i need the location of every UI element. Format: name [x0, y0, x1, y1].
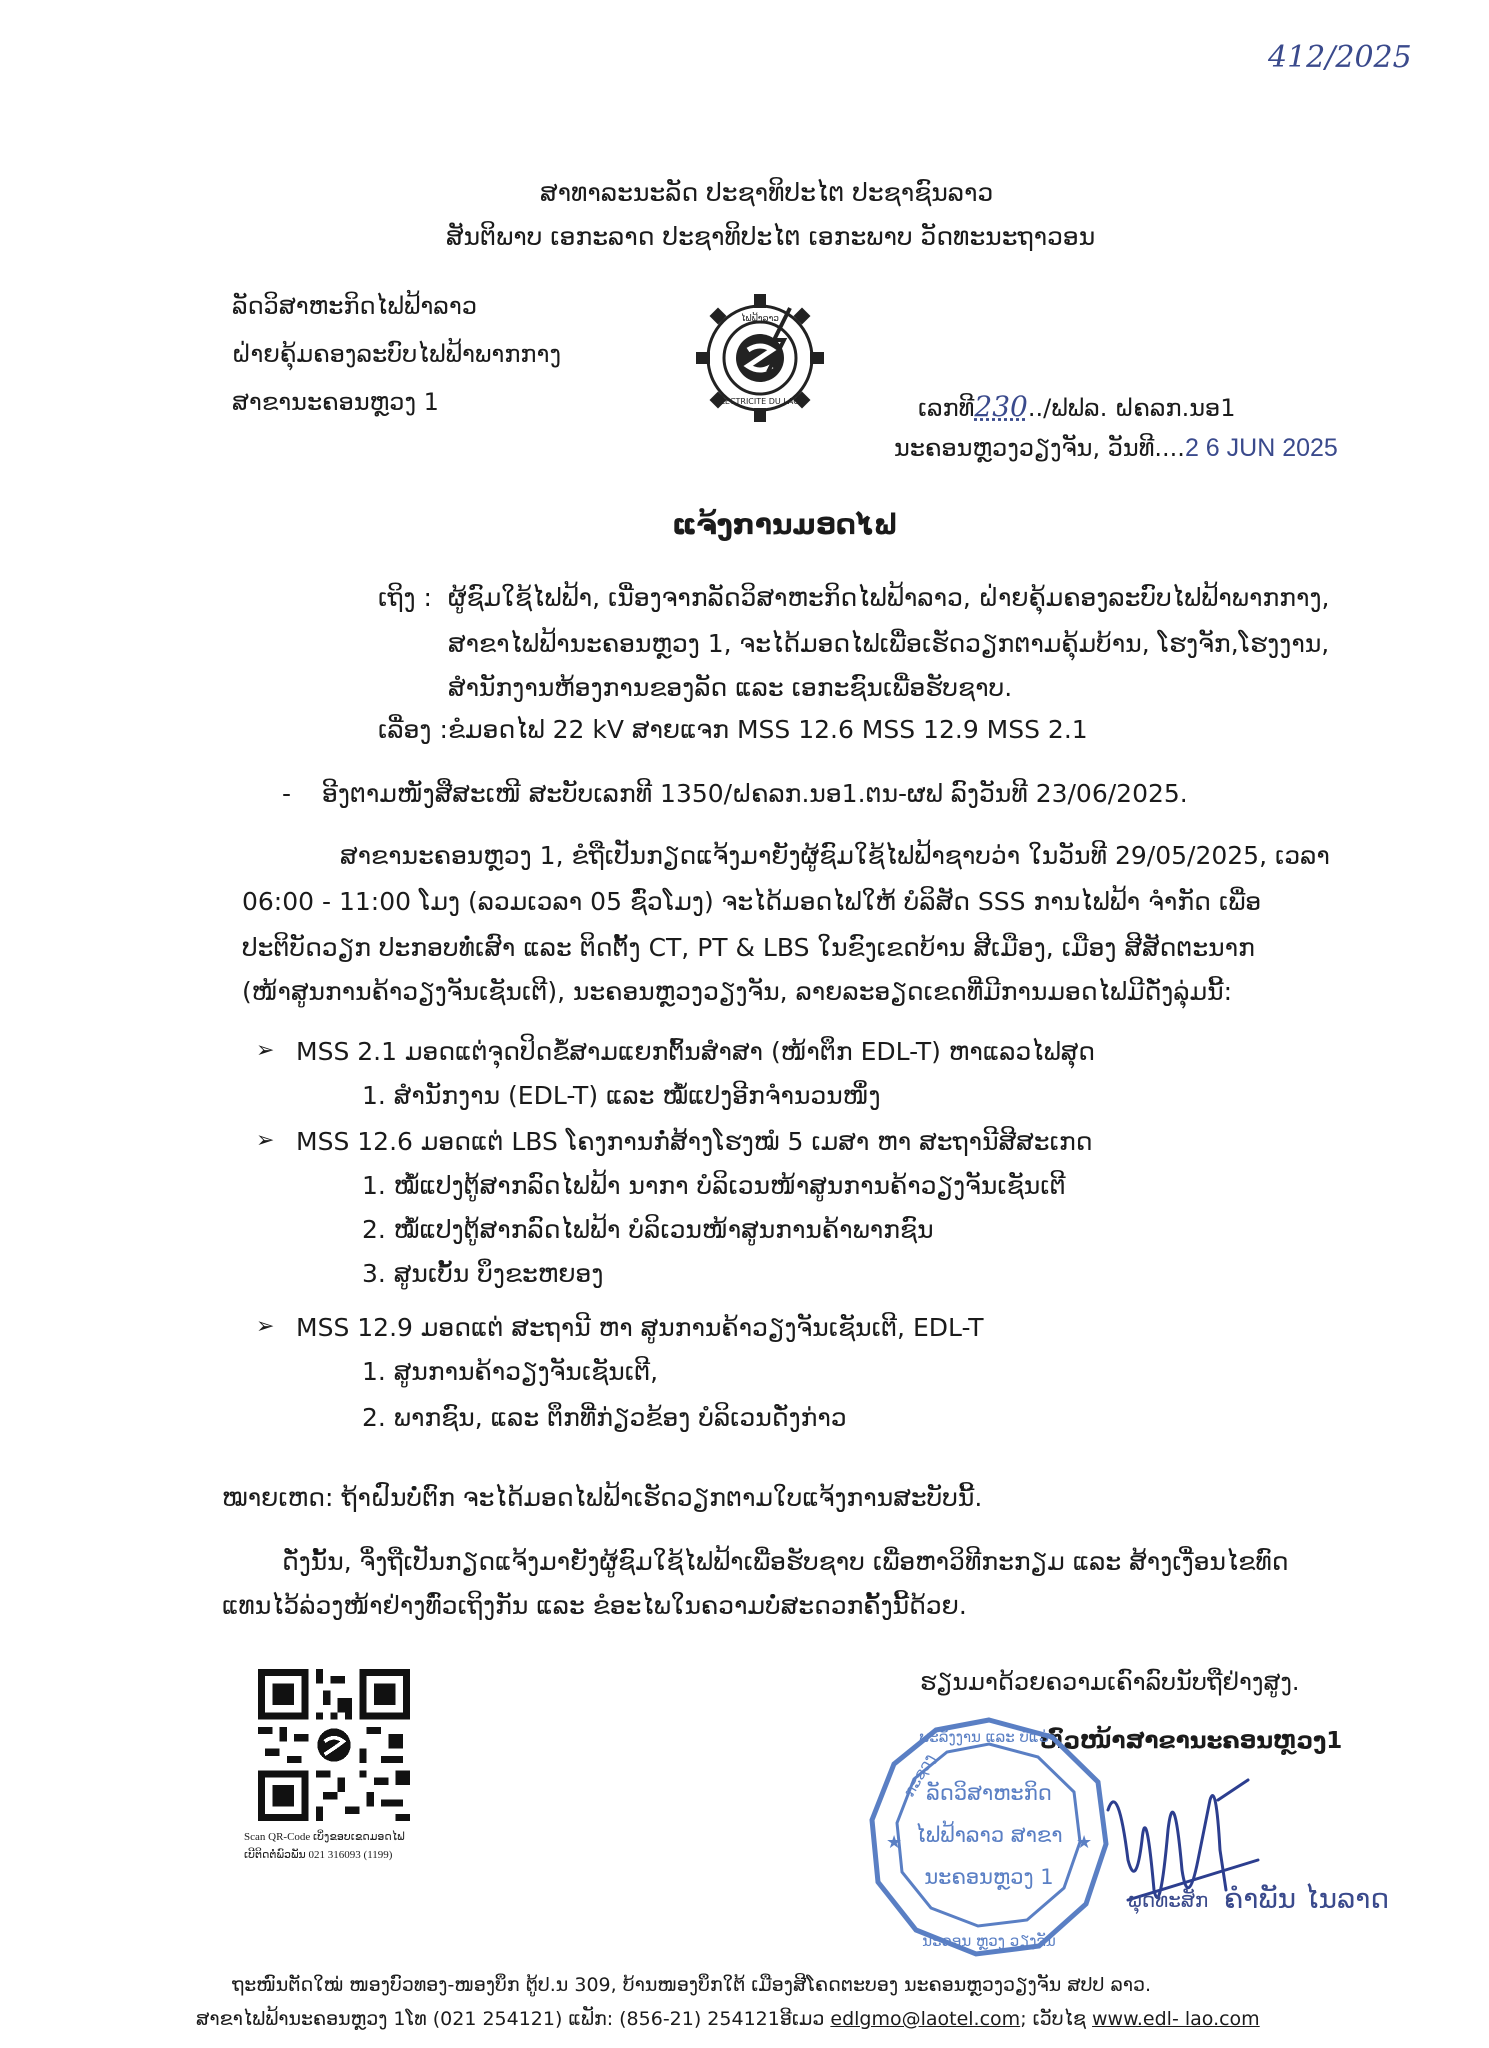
outage-heading-mss21: MSS 2.1 ມອດແຕ່ຈຸດປິດຂໍ້ສາມແຍກຕົ້ນສຳສາ (ໜ້າຕຶກ EDL-T) ຫາແລວໄຟສຸດ — [296, 1037, 1096, 1066]
subject-label: ເລື່ອງ : — [378, 715, 448, 744]
edl-logo — [690, 288, 830, 428]
signer-title: ຫົວໜ້າສາຂານະຄອນຫຼວງ1 — [1040, 1728, 1343, 1754]
to-line-1: ຜູ້ຊົມໃຊ້ໄຟຟ້າ, ເນື່ອງຈາກລັດວິສາຫະກິດໄຟຟ້າລາວ, ຝ່າຍຄຸ້ມຄອງລະບົບໄຟຟ້າພາກກາງ, — [448, 583, 1330, 612]
outage-item: 1. ສູນການຄ້າວຽງຈັນເຊັນເຕີ, — [362, 1357, 659, 1386]
footer-address: ຖະໜົນຕັດໃໝ່ ໜອງບົວທອງ-ໜອງບຶກ ຕູ້ປ.ນ 309, ບ້ານໜອງບຶກໃຕ້ ເມືອງສີໂຄດຕະບອງ ນະຄອນຫຼວງວຽງຈັນ ສປປ ລາວ. — [232, 1974, 1152, 1996]
to-line-2: ສາຂາໄຟຟ້ານະຄອນຫຼວງ 1, ຈະໄດ້ມອດໄຟເພື່ອເຮັດວຽກຕາມຄຸ້ມບ້ານ, ໂຮງຈັກ,ໂຮງງານ, — [448, 629, 1330, 658]
stamp-center-line3: ນະຄອນຫຼວງ 1 — [924, 1865, 1054, 1889]
place-date — [894, 434, 1338, 463]
stamp-ring-left: ກະຊວງ — [899, 1750, 939, 1800]
subject-text: ຂໍມອດໄຟ 22 kV ສາຍແຈກ MSS 12.6 MSS 12.9 MSS 2.1 — [448, 715, 1088, 744]
note: ໝາຍເຫດ: ຖ້າຝົນບໍ່ຕົກ ຈະໄດ້ມອດໄຟຟ້າເຮັດວຽກຕາມໃບແຈ້ງການສະບັບນີ້. — [222, 1483, 983, 1512]
reference-number-handwritten: 230 — [974, 390, 1028, 423]
org-name: ລັດວິສາຫະກິດໄຟຟ້າລາວ — [232, 292, 478, 320]
outage-heading-mss126: MSS 12.6 ມອດແຕ່ LBS ໂຄງການກໍ່ສ້າງໂຮງໝໍ 5 ເມສາ ຫາ ສະຖານີສີສະເກດ — [296, 1127, 1093, 1156]
outage-bullet: ➢ — [256, 1314, 275, 1339]
corner-handwritten-note: 412/2025 — [1268, 40, 1412, 75]
logo-top-text: ໄຟຟ້າລາວ — [740, 314, 780, 324]
reference-text: ອີງຕາມໜັງສືສະເໜີ ສະບັບເລກທີ 1350/ຝຄລກ.ນອ1.ຕນ-ຜຟ ລົງວັນທີ 23/06/2025. — [322, 779, 1188, 808]
outage-heading-mss129: MSS 12.9 ມອດແຕ່ ສະຖານີ ຫາ ສູນການຄ້າວຽງຈັນເຊັນເຕີ, EDL-T — [296, 1313, 984, 1342]
reference-dash: - — [282, 779, 292, 808]
signature — [1098, 1740, 1278, 1950]
footer-contact — [196, 2008, 1260, 2030]
stamp-star-icon: ★ — [1076, 1832, 1093, 1853]
reference-suffix: ../ຟຟລ. ຝຄລກ.ນອ1 — [1027, 394, 1236, 422]
intro-line-1: ສາຂານະຄອນຫຼວງ 1, ຂໍຖືເປັນກຽດແຈ້ງມາຍັງຜູ້ຊົມໃຊ້ໄຟຟ້າຊາບວ່າ ໃນວັນທີ 29/05/2025, ເວລາ — [340, 841, 1330, 870]
intro-line-2: 06:00 - 11:00 ໂມງ (ລວມເວລາ 05 ຊົ່ວໂມງ) ຈະໄດ້ມອດໄຟໃຫ້ ບໍລິສັດ SSS ການໄຟຟ້າ ຈຳກັດ ເພື່ອ — [242, 887, 1262, 916]
footer-website-link[interactable]: www.edl- lao.com — [1092, 2008, 1260, 2030]
outage-item: 2. ໝໍ້ແປງຕູ້ສາກລົດໄຟຟ້າ ບໍລິເວນໜ້າສູນການຄ້າພາກຊົນ — [362, 1215, 934, 1244]
intro-line-3: ປະຕິບັດວຽກ ປະກອບທໍ່ເສົາ ແລະ ຕິດຕັ້ງ CT, PT & LBS ໃນຂົງເຂດບ້ານ ສີເມືອງ, ເມືອງ ສີສັດຕະນາກ — [242, 933, 1255, 962]
logo-ring-text: ELECTRICITE DU LAOS — [715, 397, 805, 406]
intro-line-4: (ໜ້າສູນການຄ້າວຽງຈັນເຊັນເຕີ), ນະຄອນຫຼວງວຽງຈັນ, ລາຍລະອຽດເຂດທີ່ມີການມອດໄຟມີດັ່ງລຸ່ມນີ້: — [242, 977, 1233, 1006]
outage-bullet: ➢ — [256, 1128, 275, 1153]
qr-code[interactable] — [258, 1669, 410, 1821]
stamp-center-line1: ລັດວິສາຫະກິດ — [926, 1781, 1052, 1805]
place-date-label: ນະຄອນຫຼວງວຽງຈັນ, ວັນທີ.... — [894, 434, 1185, 462]
signer-name: ຄຳພັນ ໄນລາດ — [1224, 1882, 1390, 1915]
outage-item: 1. ສຳນັກງານ (EDL-T) ແລະ ໝໍ້ແປງອີກຈຳນວນໜຶ່ງ — [362, 1081, 881, 1110]
footer-phone-fax: ສາຂາໄຟຟ້ານະຄອນຫຼວງ 1ໂທ (021 254121) ແຟັກ: (856-21) 254121ອີເມວ — [196, 2008, 831, 2030]
stamp-ring-bottom: ນະຄອນ ຫຼວງ ວຽງຈັນ — [922, 1932, 1056, 1950]
official-stamp — [864, 1712, 1114, 1962]
to-line-3: ສຳນັກງານຫ້ອງການຂອງລັດ ແລະ ເອກະຊົນເພື່ອຮັບຊາບ. — [448, 673, 1013, 702]
greeting: ຮຽນມາດ້ວຍຄວາມເຄົາລົບນັບຖືຢ່າງສູງ. — [920, 1668, 1300, 1696]
footer-website-label: ; ເວັບໄຊ — [1020, 2008, 1093, 2030]
stamp-center-line2: ໄຟຟ້າລາວ ສາຂາ — [915, 1823, 1063, 1847]
to-label: ເຖິງ : — [378, 583, 432, 612]
org-branch: ສາຂານະຄອນຫຼວງ 1 — [232, 388, 439, 416]
stamp-ring-top: ພະລັງງານ ແລະ ບໍ່ແຮ່ — [918, 1728, 1050, 1746]
reference-number — [918, 390, 1235, 423]
footer-email-link[interactable]: edlgmo@laotel.com — [830, 2008, 1021, 2030]
stamp-star-icon: ★ — [886, 1832, 903, 1853]
signer-prefix: ພຸດທະສັກ — [1128, 1888, 1209, 1912]
closing-line-2: ແທນໄວ້ລ່ວງໜ້າຢ່າງທົ່ວເຖິງກັນ ແລະ ຂໍອະໄພໃນຄວາມບໍ່ສະດວກຄັ້ງນີ້ດ້ວຍ. — [222, 1591, 967, 1620]
outage-item: 1. ໝໍ້ແປງຕູ້ສາກລົດໄຟຟ້າ ນາກາ ບໍລິເວນໜ້າສູນການຄ້າວຽງຈັນເຊັນເຕີ — [362, 1171, 1066, 1200]
qr-caption-1: Scan QR-Code ເບິ່ງຂອບເຂດມອດໄຟ — [244, 1831, 405, 1843]
outage-item: 2. ພາກຊົນ, ແລະ ຕຶກທີ່ກ່ຽວຂ້ອງ ບໍລິເວນດັ່ງກ່າວ — [362, 1403, 847, 1432]
date-stamp: 2 6 JUN 2025 — [1184, 434, 1338, 462]
qr-caption-2: ເບີຕິດຕໍ່ພົວພັນ 021 316093 (1199) — [244, 1849, 393, 1861]
reference-label: ເລກທີ — [918, 394, 975, 422]
org-department: ຝ່າຍຄຸ້ມຄອງລະບົບໄຟຟ້າພາກກາງ — [232, 340, 562, 368]
outage-bullet: ➢ — [256, 1038, 275, 1063]
national-header-line1: ສາທາລະນະລັດ ປະຊາທິປະໄຕ ປະຊາຊົນລາວ — [540, 178, 994, 207]
document-title: ແຈ້ງການມອດໄຟ — [672, 508, 898, 541]
closing-line-1: ດັ່ງນັ້ນ, ຈຶ່ງຖືເປັນກຽດແຈ້ງມາຍັງຜູ້ຊົມໃຊ້ໄຟຟ້າເພື່ອຮັບຊາບ ເພື່ອຫາວິທີກະກຽມ ແລະ ສ້າງເງື່ອນໄຂທົດ — [282, 1547, 1289, 1576]
national-header-line2: ສັນຕິພາບ ເອກະລາດ ປະຊາທິປະໄຕ ເອກະພາບ ວັດທະນະຖາວອນ — [446, 222, 1096, 251]
outage-item: 3. ສູນເບັ້ນ ບຶງຂະຫຍອງ — [362, 1259, 604, 1288]
